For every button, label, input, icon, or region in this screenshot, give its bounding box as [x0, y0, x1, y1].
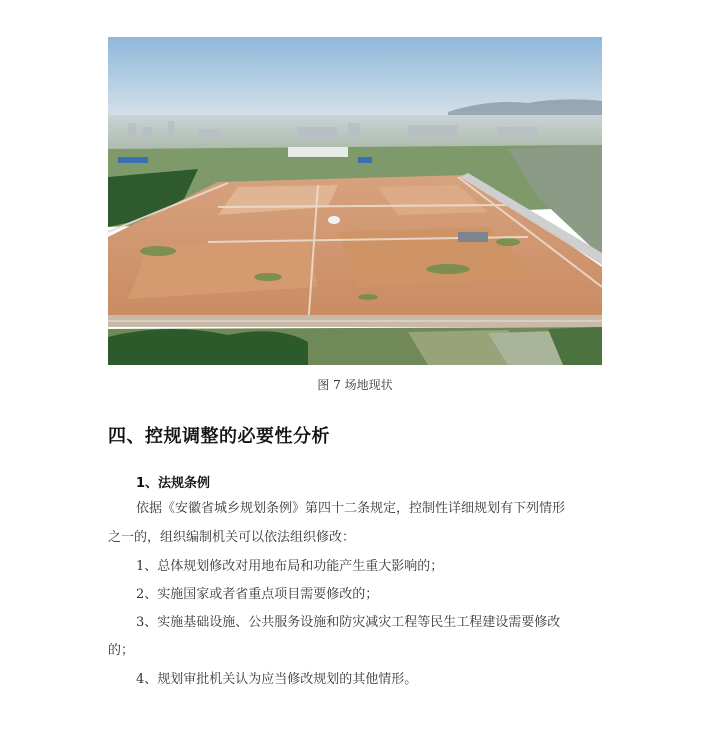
list-item-3-line-2: 的； [108, 643, 135, 658]
section-heading: 四、控规调整的必要性分析 [108, 426, 330, 447]
list-item-1: 1、总体规划修改对用地布局和功能产生重大影响的； [136, 559, 444, 574]
list-item-2: 2、实施国家或者省重点项目需要修改的； [136, 587, 379, 602]
intro-line-2: 之一的，组织编制机关可以依法组织修改： [108, 530, 356, 545]
list-item-3-line-1: 3、实施基础设施、公共服务设施和防灾减灾工程等民生工程建设需要修改 [136, 615, 561, 630]
list-item-4: 4、规划审批机关认为应当修改规划的其他情形。 [136, 672, 418, 687]
figure-caption: 图 7 场地现状 [317, 378, 393, 392]
intro-line-1: 依据《安徽省城乡规划条例》第四十二条规定，控制性详细规划有下列情形 [136, 501, 566, 516]
subsection-heading: 1、法规条例 [136, 476, 211, 491]
site-aerial-photo [108, 37, 602, 365]
